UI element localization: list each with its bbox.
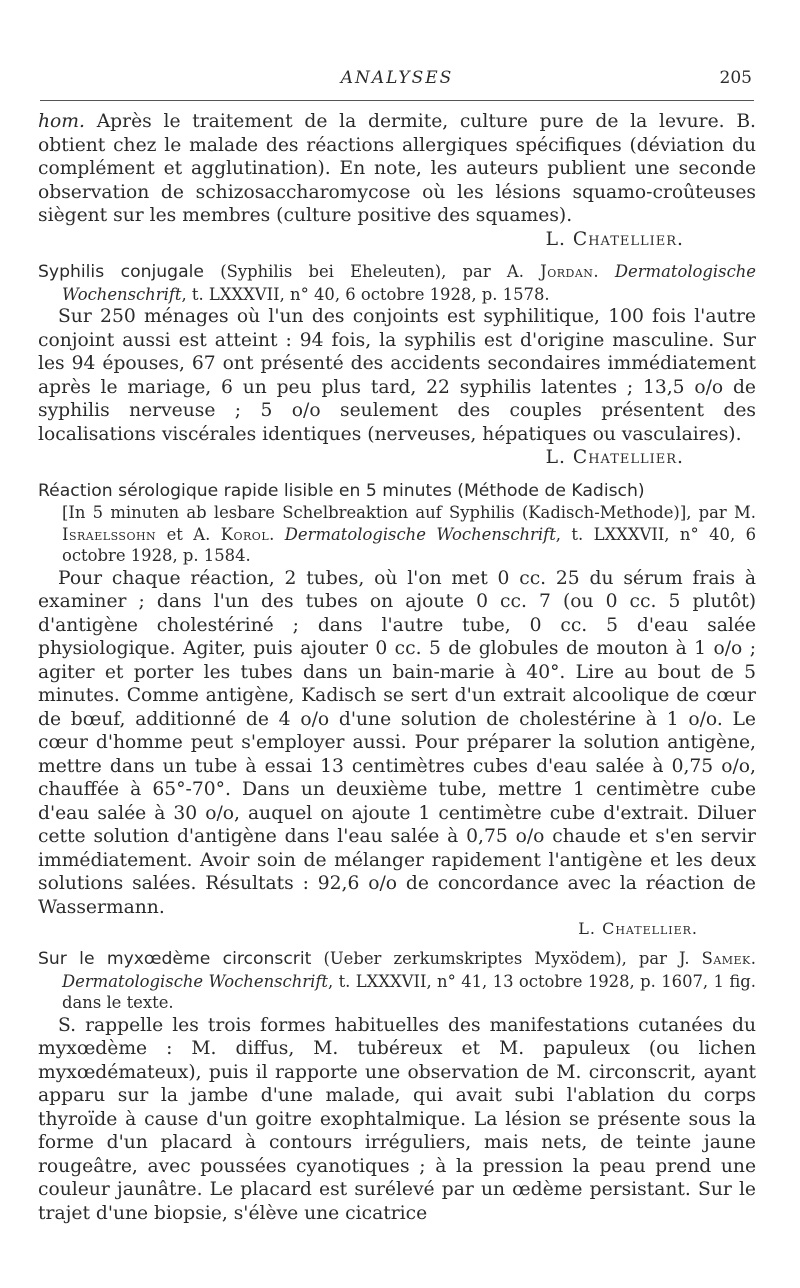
- header-rule: [40, 100, 754, 101]
- article-title: Syphilis conjugale: [38, 262, 204, 282]
- author-name: Samek: [701, 949, 751, 968]
- running-header: [40, 66, 754, 92]
- author-name: Jordan: [540, 262, 594, 281]
- reference-text: .: [750, 949, 756, 968]
- signature: L. Chatellier.: [578, 919, 698, 938]
- reference-text: et A.: [156, 524, 221, 544]
- journal-name: Dermatologische Wochenschrift: [62, 262, 757, 304]
- article-heading: [38, 480, 756, 567]
- signature: L. Chatellier.: [545, 228, 684, 250]
- reference-text: [In 5 minuten ab lesbare Schelbreaktion auf Syphilis (Kadisch-Methode)], par M.: [62, 503, 756, 522]
- reference-text: , t. LXXXVII, n° 40, 6 octobre 1928, p. 1584.: [62, 524, 756, 565]
- article-heading: [38, 948, 756, 1014]
- journal-name: Dermatologische Wochenschrift: [284, 524, 556, 544]
- reference-text: , t. LXXXVII, n° 40, 6 octobre 1928, p. 1578.: [181, 284, 550, 304]
- continued-text: Après le traitement de la dermite, culture pure de la levure. B. obtient chez le malade des réactions allergiques spécifiques (déviation du complément et agglutination). En note, les auteurs publient une seconde observation de schizosaccharomycose où les lésions squamo-croûteuses siègent sur les membres (culture positive des squames).: [38, 111, 756, 226]
- article-text: Sur 250 ménages où l'un des conjoints est syphilitique, 100 fois l'autre conjoint aussi est atteint : 94 fois, la syphilis est d'origine masculine. Sur les 94 épouses, 67 ont présenté des accidents secondaires immédiatement après le mariage, 6 un peu plus tard, 22 syphilis latentes ; 13,5 o/o de syphilis nerveuse ; 5 o/o seulement des couples présentent des localisations viscérales identiques (nerveuses, hépatiques ou vasculaires).: [38, 306, 756, 445]
- article-body: Pour chaque réaction, 2 tubes, où l'on met 0 cc. 25 du sérum frais à examiner ; dans l'un des tubes on ajoute 0 cc. 7 (ou 0 cc. 5 plutôt) d'antigène cholestériné ; dans l'autre tube, 0 cc. 5 d'eau salée physiologique. Agiter, puis ajouter 0 cc. 5 de globules de mouton à 1 o/o ; agiter et porter les tubes dans un bain-marie à 40°. Lire au bout de 5 minutes. Comme antigène, Kadisch se sert d'un extrait alcoolique de cœur de bœuf, additionné de 4 o/o d'une solution de cholestérine à 1 o/o. Le cœur d'homme peut s'employer aussi. Pour préparer la solution antigène, mettre dans un tube à essai 13 centimètres cubes d'eau salée à 0,75 o/o, chauffée à 65°-70°. Dans un deuxième tube, mettre 1 centimètre cube d'eau salée à 30 o/o, auquel on ajoute 1 centimètre cube d'extrait. Diluer cette solution d'antigène dans l'eau salée à 0,75 o/o chaude et s'en servir immédiatement. Avoir soin de mélanger rapidement l'antigène et les deux solutions salées. Résultats : 92,6 o/o de concordance avec la réaction de Wassermann.: [38, 567, 756, 918]
- continued-text-start: hom.: [38, 111, 85, 132]
- journal-name: Dermatologische Wochenschrift: [62, 971, 328, 991]
- continued-paragraph: [38, 110, 756, 250]
- running-title: ANALYSES: [340, 68, 454, 88]
- signature: L. Chatellier.: [545, 447, 684, 468]
- author-name: Israelssohn: [62, 524, 157, 544]
- reference-text: .: [593, 262, 615, 281]
- article-title: Réaction sérologique rapide lisible en 5 minutes (Méthode de Kadisch): [38, 480, 645, 501]
- author-name: Korol: [220, 524, 270, 544]
- page-number: 205: [719, 68, 752, 88]
- reference-text: (Syphilis bei Eheleuten), par A.: [203, 262, 541, 281]
- reference-text: .: [269, 524, 285, 544]
- article-body: [38, 305, 756, 468]
- page-body: [38, 110, 756, 1225]
- article-body: S. rappelle les trois formes habituelles des manifestations cutanées du myxœdème : M. diffus, M. tubéreux et M. papuleux (ou lichen myxœdémateux), puis il rapporte une observation de M. circonscrit, ayant apparu sur la jambe d'une malade, qui avait subi l'ablation du corps thyroïde à cause d'un goitre exophtalmique. La lésion se présente sous la forme d'un placard à contours irréguliers, mais nets, de teinte jaune rougeâtre, avec poussées cyanotiques ; à la pression la peau prend une couleur jaunâtre. Le placard est surélevé par un œdème persistant. Sur le trajet d'une biopsie, s'élève une cicatrice: [38, 1014, 756, 1224]
- reference-text: , t. LXXXVII, n° 41, 13 octobre 1928, p. 1607, 1 fig. dans le texte.: [62, 971, 756, 1012]
- reference-text: (Ueber zerkumskriptes Myxödem), par J.: [311, 949, 702, 968]
- article-heading: [38, 261, 756, 305]
- article-title: Sur le myxœdème circonscrit: [38, 949, 312, 969]
